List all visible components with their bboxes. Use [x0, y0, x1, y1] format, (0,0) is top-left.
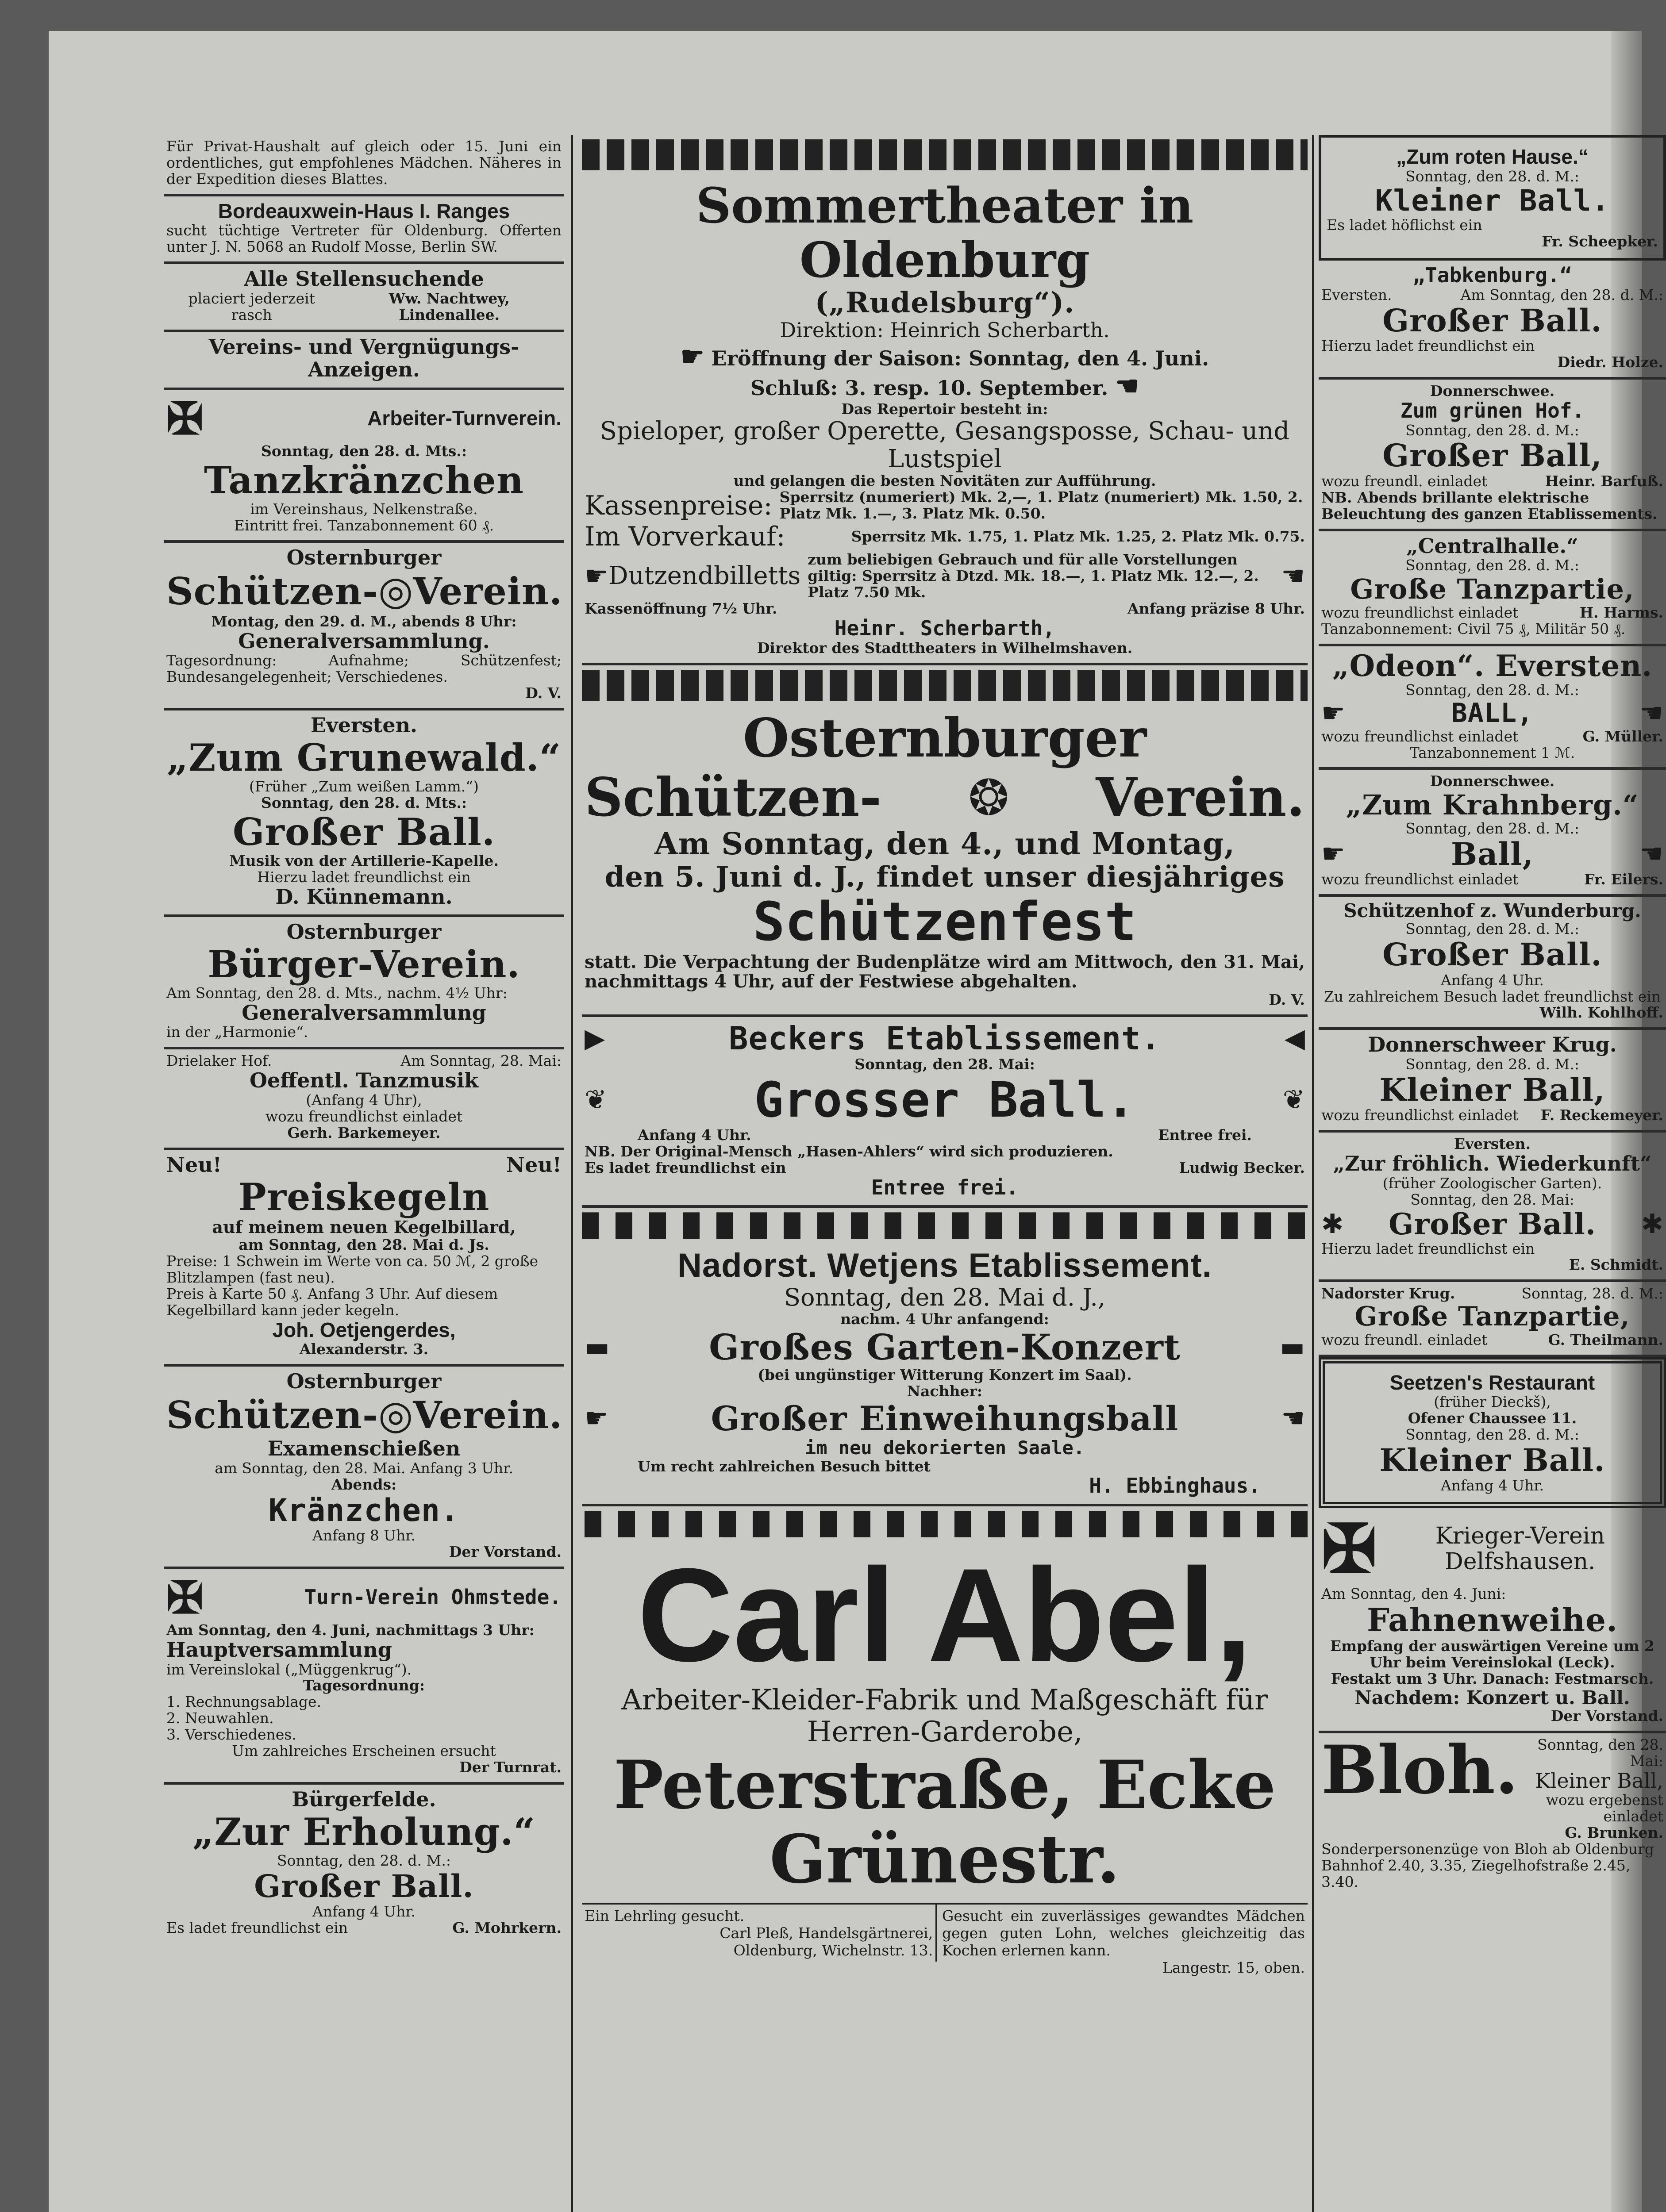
ad-heading: Osternburger: [286, 545, 442, 569]
ad-text: Anfang 8 Uhr.: [312, 1527, 416, 1544]
ad-subtitle: Abends:: [331, 1475, 397, 1493]
pointing-hand-icon: ☚: [1281, 561, 1305, 592]
ad-nadorster-krug: [1319, 1282, 1666, 1357]
ad-text: Es ladet freundlichst ein: [585, 1159, 786, 1176]
column-center: [582, 135, 1308, 2212]
ad-odeon: [1319, 646, 1666, 770]
ad-title: Sommertheater in Oldenburg: [696, 177, 1194, 289]
column-left: [164, 135, 564, 2212]
ad-wetjens-etablissement: [582, 1243, 1308, 1506]
agenda-item: 2. Neuwahlen.: [166, 1709, 274, 1727]
price-label: Im Vorverkauf:: [585, 521, 785, 553]
ad-date: Sonntag, den 28. d. M.:: [277, 1851, 451, 1869]
ad-title: Generalversammlung.: [238, 629, 490, 653]
ad-date: Sonntag, den 28. Mai:: [854, 1055, 1035, 1073]
ad-signature: H. Harms.: [1579, 603, 1663, 621]
ad-text: wozu ergebenst einladet: [1546, 1791, 1663, 1825]
ad-text: Es ladet höflichst ein: [1327, 216, 1482, 234]
asterisk-icon: ✱: [1321, 1208, 1344, 1240]
ad-signature: Ww. Nachtwey, Lindenallee.: [389, 289, 510, 323]
ad-text: Entree frei.: [1158, 1126, 1252, 1144]
ad-heading: Donnerschweer Krug.: [1368, 1033, 1617, 1057]
ad-opening: Eröffnung der Saison: Sonntag, den 4. Juni.: [711, 346, 1209, 370]
ad-text: im Vereinshaus, Nelkenstraße.: [250, 500, 478, 518]
ad-zum-gruenen-hof: [1319, 380, 1666, 531]
ad-text: Um zahlreiches Erscheinen ersucht: [232, 1742, 496, 1760]
agenda-item: 3. Verschiedenes.: [166, 1726, 296, 1743]
ad-big-text: Großer Ball.: [1382, 936, 1602, 973]
column-rule: [1312, 135, 1314, 2212]
ad-text: den 5. Juni d. J., findet unser diesjähriges: [604, 860, 1285, 894]
pointing-hand-icon: ☚: [1115, 370, 1139, 402]
ad-title: Hauptversammlung: [166, 1638, 392, 1662]
small-ads-row: [582, 1905, 1308, 1979]
ad-turnverein-ohmstede: [164, 1569, 564, 1785]
ad-carl-abel: [582, 1542, 1308, 1905]
ad-text: placiert jederzeit rasch: [188, 289, 315, 323]
ad-signature: Der Vorstand.: [449, 1543, 562, 1561]
ad-heading: Osternburger: [743, 707, 1147, 769]
ad-signature: Fr. Eilers.: [1584, 871, 1663, 888]
ad-date: Sonntag, den 28. d. M.:: [1405, 421, 1579, 439]
iron-cross-icon: ✠: [166, 392, 204, 445]
ad-heading: Turn-Verein Ohmstede.: [304, 1585, 562, 1609]
ad-heading: Alle Stellensuchende: [244, 267, 484, 291]
ad-big-text: BALL,: [1451, 698, 1534, 729]
ad-text: im Vereinslokal („Müggenkrug“).: [166, 1660, 412, 1678]
ad-text: Carl Pleß, Handelsgärtnerei,: [719, 1924, 933, 1942]
ad-left: Drielaker Hof.: [166, 1052, 272, 1070]
ad-donnerschweer-krug: [1319, 1030, 1666, 1133]
ad-title: Zum grünen Hof.: [1400, 399, 1585, 422]
ad-title: „Zum roten Hause.“: [1396, 145, 1589, 168]
pointing-hand-icon: ☛: [680, 341, 704, 372]
ad-date: Sonntag, den 28. d. M.:: [1405, 1055, 1579, 1073]
ad-heading: Osternburger: [286, 1369, 442, 1394]
ad-text: Um recht zahlreichen Besuch bittet: [638, 1457, 931, 1475]
ad-heading: Bordeauxwein-Haus I. Ranges: [218, 199, 510, 223]
ad-sommertheater: [582, 175, 1308, 665]
ad-signature: Gerh. Barkemeyer.: [287, 1124, 441, 1141]
ad-text: Nachdem: Konzert u. Ball.: [1354, 1686, 1630, 1709]
ad-big-text: Kleiner Ball.: [1375, 184, 1610, 218]
ad-address: Ofener Chaussee 11.: [1408, 1409, 1577, 1427]
ad-text: Es ladet freundlichst ein: [166, 1919, 348, 1937]
ad-date: Am Sonntag, den 4. Juni:: [1321, 1585, 1506, 1603]
pointing-hand-icon: ☛: [1321, 698, 1345, 729]
ad-heading: Donnerschwee.: [1430, 382, 1555, 400]
newspaper-page: [49, 31, 1663, 2212]
ad-text: und gelangen die besten Novitäten zur Aufführung.: [733, 472, 1156, 490]
ad-big-text: Großer Ball.: [254, 1867, 474, 1905]
ad-text: Anfang 4 Uhr.: [312, 1903, 416, 1920]
price-text: Sperrsitz Mk. 1.75, 1. Platz Mk. 1.25, 2. Platz Mk. 0.75.: [851, 528, 1305, 545]
ad-title: „Zur Erholung.“: [192, 1809, 535, 1854]
ad-signature: G. Brunken.: [1565, 1824, 1663, 1841]
ad-signature: Wilh. Kohlhoff.: [1539, 1004, 1663, 1022]
ad-big-text: Großer Ball.: [232, 810, 496, 854]
ad-lehrling: [582, 1905, 937, 1962]
ad-big-text: Großer Ball,: [1382, 437, 1602, 474]
ad-big-text: Kleiner Ball,: [1379, 1071, 1605, 1108]
ad-genres: Spieloper, großer Operette, Gesangsposse, Schau- und Lustspiel: [600, 416, 1290, 473]
ad-title-left: Schützen-: [585, 766, 882, 829]
ad-text: Anfang 4 Uhr.: [1440, 971, 1544, 989]
ad-title: Examenschießen: [267, 1436, 461, 1461]
iron-cross-icon: ✠: [166, 1571, 204, 1624]
ad-heading: „Centralhalle.“: [1406, 534, 1578, 558]
ad-title: Bürger-Verein.: [208, 942, 520, 986]
ad-preiskegeln: [164, 1150, 564, 1367]
ad-heading: Krieger-Verein Delfshausen.: [1435, 1522, 1605, 1575]
ad-signature: Diedr. Holze.: [1557, 353, 1663, 371]
column-rule: [571, 135, 573, 2212]
ad-title: „Zum Krahnberg.“: [1346, 789, 1639, 822]
ad-section-heading: [164, 332, 564, 390]
ad-heading: Eversten.: [1454, 1135, 1531, 1153]
ad-title: Preiskegeln: [238, 1175, 490, 1219]
ad-date: am Sonntag, den 28. Mai d. Js.: [239, 1236, 489, 1253]
ad-text: wozu freundlichst einladet: [1321, 727, 1519, 745]
ad-signature: Heinr. Scherbarth,: [834, 616, 1055, 641]
ad-fineprint: Tanzabonnement: Civil 75 ₰, Militär 50 ₰.: [1321, 620, 1626, 637]
ad-grunewald: [164, 710, 564, 917]
price-text: Sperrsitz (numeriert) Mk. 2,—, 1. Platz (numeriert) Mk. 1.50, 2. Platz Mk. 1.—, 3. Platz Mk. 0.50.: [779, 488, 1303, 522]
ad-title-right: Verein.: [413, 1393, 563, 1437]
pennant-icon: ▶: [585, 1022, 605, 1054]
pointing-hand-icon: ☛: [585, 1403, 608, 1434]
ad-text: sucht tüchtige Vertreter für Oldenburg. Offerten unter J. N. 5068 an Rudolf Mosse, Berlin SW.: [166, 222, 562, 256]
ad-text: Hierzu ladet freundlichst ein: [1321, 1240, 1535, 1257]
ad-title: Carl Abel,: [637, 1540, 1252, 1689]
ad-text: Preise: 1 Schwein im Werte von ca. 50 ℳ, 2 große Blitzlampen (fast neu).: [166, 1252, 539, 1286]
ad-title: Kleiner Ball,: [1535, 1768, 1663, 1793]
ad-heading: „Odeon“. Eversten.: [1332, 648, 1653, 683]
ad-text: Tagesordnung: Aufnahme; Schützenfest; Bundesangelegenheit; Verschiedenes.: [166, 652, 562, 686]
triangle-border: [582, 1511, 1308, 1537]
ad-buerger-verein: [164, 917, 564, 1049]
ad-subtitle: (Früher „Zum weißen Lamm.“): [249, 777, 479, 795]
ad-title: „Zur fröhlich. Wiederkunft“: [1333, 1152, 1652, 1176]
ad-signature: E. Schmidt.: [1569, 1256, 1663, 1274]
iron-cross-icon: ✠: [1321, 1510, 1377, 1588]
ad-date: Am Sonntag, den 4. Juni, nachmittags 3 Uhr:: [166, 1621, 535, 1639]
ad-date: Sonntag, den 28. d. Mts.:: [261, 794, 467, 811]
ad-text: Anfang 4 Uhr.: [1440, 1477, 1544, 1494]
ad-froehliche-wiederkunft: [1319, 1133, 1666, 1282]
ad-date: Am Sonntag, den 28. d. Mts., nachm. 4½ Uhr:: [166, 984, 508, 1002]
target-emblem-icon: ❂: [968, 769, 1009, 826]
ad-title-left: Schützen-: [166, 1393, 378, 1437]
ad-text: Für Privat-Haushalt auf gleich oder 15. Juni ein ordentliches, gut empfohlenes Mädchen. Näheres in der Expedition dieses Blattes.: [166, 138, 562, 188]
ad-date: Sonntag, den 28. d. Mts.:: [261, 442, 467, 460]
ad-date: Sonntag, den 28. d. M.:: [1405, 167, 1579, 185]
ad-big-text: Kleiner Ball.: [1379, 1441, 1605, 1479]
ad-date: Sonntag, den 28. d. M.:: [1405, 1425, 1579, 1443]
ad-big-text: Schützenfest: [753, 891, 1137, 953]
ad-heading: Schützenhof z. Wunderburg.: [1343, 900, 1641, 922]
ad-text: Musik von der Artillerie-Kapelle.: [229, 852, 499, 869]
ad-schuetzenfest: [582, 705, 1308, 1018]
ad-arbeiter-turnverein: [164, 390, 564, 543]
ad-left: Nadorster Krug.: [1321, 1285, 1455, 1302]
ad-address: Peterstraße, Ecke Grünestr.: [613, 1746, 1276, 1899]
ad-date: Sonntag, den 28. Mai:: [1537, 1736, 1663, 1770]
ad-beckers-etablissement: [582, 1017, 1308, 1208]
section-heading: Vereins- und Vergnügungs-Anzeigen.: [208, 334, 519, 382]
ad-text: Anfang präzise 8 Uhr.: [1127, 600, 1305, 618]
asterisk-icon: ✱: [1641, 1208, 1663, 1240]
ad-text: Hierzu ladet freundlichst ein: [1321, 337, 1535, 355]
ad-address: Langestr. 15, oben.: [1162, 1959, 1305, 1977]
ad-heading: Osternburger: [286, 920, 442, 944]
ad-left: Eversten.: [1321, 286, 1392, 303]
ad-tabkenburg: [1319, 261, 1666, 380]
pointing-hand-icon: ☛: [585, 561, 608, 592]
ad-subtitle: nachm. 4 Uhr anfangend:: [840, 1310, 1049, 1328]
price-text: zum beliebigen Gebrauch und für alle Vorstellungen giltig: Sperrsitz à Dtzd. Mk. 18.—, 1. Platz Mk. 12.—, 2. Platz 7.50 Mk.: [808, 551, 1259, 601]
ad-text: Am Sonntag, den 4., und Montag,: [654, 826, 1235, 862]
ad-signature: D. Künnemann.: [275, 884, 453, 909]
ad-stellensuchende: [164, 264, 564, 332]
ad-title-right: Verein.: [1096, 766, 1305, 829]
ad-date: Sonntag, den 28. Mai:: [1410, 1190, 1574, 1208]
ad-zum-roten-hause: [1319, 135, 1666, 261]
ad-heading: Bürgerfelde.: [292, 1787, 436, 1812]
price-label: Dutzendbilletts: [608, 561, 801, 591]
ad-text: Hierzu ladet freundlichst ein: [257, 868, 471, 886]
wing-ornament-icon: ❦: [585, 1084, 607, 1115]
target-emblem-icon: ◎: [378, 1391, 413, 1438]
ad-text: wozu freundlichst einladet: [1321, 603, 1519, 621]
ad-fineprint: Sonderpersonenzüge von Bloh ab Oldenburg Bahnhof 2.40, 3.35, Ziegelhofstraße 2.45, 3.40.: [1321, 1840, 1654, 1890]
ad-date: Sonntag, den 28. Mai d. J.,: [784, 1283, 1105, 1312]
ad-signature: Ludwig Becker.: [1179, 1159, 1305, 1176]
ad-address: Alexanderstr. 3.: [299, 1340, 429, 1358]
pennant-icon: ◀: [1284, 1022, 1305, 1054]
ad-signature: G. Theilmann.: [1548, 1331, 1663, 1348]
ad-signature-title: Direktor des Stadttheaters in Wilhelmshaven.: [757, 639, 1133, 657]
pointing-hand-icon: ☛: [1321, 838, 1345, 870]
ad-right: Am Sonntag, 28. Mai:: [400, 1052, 562, 1070]
ad-text: NB. Der Original-Mensch „Hasen-Ahlers“ wird sich produzieren.: [585, 1142, 1113, 1160]
ad-big-text: Grosser Ball.: [754, 1071, 1135, 1128]
triangle-border: [582, 1212, 1308, 1239]
ad-text: im neu dekorierten Saale.: [804, 1437, 1085, 1459]
ad-signature: Der Vorstand.: [1551, 1707, 1663, 1724]
ad-note: NB. Abends brillante elektrische Beleuchtung des ganzen Etablissements.: [1321, 488, 1658, 522]
ad-subtitle: (früher Zoologischer Garten).: [1382, 1174, 1602, 1192]
ad-right: Am Sonntag, den 28. d. M.:: [1460, 286, 1663, 303]
target-emblem-icon: ◎: [378, 568, 413, 614]
ad-subtitle: („Rudelsburg“).: [815, 286, 1075, 320]
ad-drielaker-hof: [164, 1049, 564, 1150]
ad-heading: „Tabkenburg.“: [1412, 263, 1572, 288]
ad-badge: Neu!: [506, 1152, 562, 1177]
ad-title-right: Verein.: [413, 569, 563, 613]
ad-signature: Fr. Scheepker.: [1542, 233, 1658, 250]
ad-fineprint: Eintritt frei. Tanzabonnement 60 ₰.: [234, 516, 494, 534]
ad-big-text: Ball,: [1451, 835, 1534, 872]
ad-text: wozu freundl. einladet: [1321, 472, 1488, 490]
ad-text: wozu freundlichst einladet: [1321, 871, 1519, 888]
ad-address: Oldenburg, Wichelnstr. 13.: [733, 1942, 933, 1959]
ad-text: Das Repertoir besteht in:: [841, 400, 1048, 418]
ad-signature: Joh. Oetjengerdes,: [272, 1318, 456, 1341]
ad-zur-erholung: [164, 1785, 564, 1943]
ad-krieger-verein: [1319, 1508, 1666, 1733]
ad-direction: Direktion: Heinrich Scherbarth.: [780, 318, 1110, 342]
pointing-hand-icon: ☚: [1281, 1403, 1305, 1434]
ad-text: Nachher:: [907, 1382, 983, 1400]
ad-right: Sonntag, 28. d. M.:: [1521, 1285, 1663, 1302]
ad-title: Tanzkränzchen: [204, 458, 524, 502]
ad-text: Preis à Karte 50 ₰. Anfang 3 Uhr. Auf diesem Kegelbillard kann jeder kegeln.: [166, 1285, 498, 1319]
ad-schuetzenhof-wunderburg: [1319, 897, 1666, 1030]
wing-ornament-icon: ❦: [1282, 1084, 1305, 1115]
ad-text: wozu freundlichst einladet: [1321, 1106, 1519, 1124]
ad-heading: Eversten.: [310, 713, 418, 737]
ad-subtitle: auf meinem neuen Kegelbillard,: [212, 1217, 516, 1237]
ad-text: Empfang der auswärtigen Vereine um 2 Uhr beim Vereinslokal (Leck).: [1330, 1637, 1654, 1671]
ad-text: (bei ungünstiger Witterung Konzert im Saal).: [758, 1366, 1132, 1384]
ad-signature: Der Turnrat.: [459, 1759, 562, 1776]
ad-big-text: Großer Ball.: [1382, 302, 1602, 339]
ad-text: Gesucht ein zuverlässiges gewandtes Mädchen gegen guten Lohn, welches gleichzeitig das Kochen erlernen kann.: [942, 1907, 1305, 1959]
ad-text: Festakt um 3 Uhr. Danach: Festmarsch.: [1331, 1670, 1654, 1687]
ad-seetzens-restaurant: [1319, 1357, 1666, 1509]
ad-title-left: Schützen-: [166, 569, 378, 613]
ad-date: Montag, den 29. d. M., abends 8 Uhr:: [211, 612, 517, 630]
ad-signature: Heinr. Barfuß.: [1545, 472, 1663, 490]
ad-text: Anfang 4 Uhr.: [638, 1126, 751, 1144]
ad-date: Sonntag, den 28. d. M.:: [1405, 920, 1579, 938]
ad-heading: Donnerschwee.: [1430, 772, 1555, 790]
ad-text: statt. Die Verpachtung der Budenplätze wird am Mittwoch, den 31. Mai, nachmittags 4 Uhr, auf der Festwiese abgehalten.: [585, 951, 1305, 992]
ad-big-text: Großer Ball.: [1389, 1206, 1596, 1241]
agenda-item: 1. Rechnungsablage.: [166, 1693, 322, 1711]
ad-date: Sonntag, den 28. d. M.:: [1405, 681, 1579, 699]
ad-text: in der „Harmonie“.: [166, 1023, 308, 1041]
ad-big-text: Generalversammlung: [242, 1000, 486, 1025]
ornament-border: [582, 139, 1308, 170]
ad-text: wozu freundl. einladet: [1321, 1331, 1488, 1348]
ad-centralhalle: [1319, 531, 1666, 646]
ad-big-text: Bloh.: [1321, 1731, 1519, 1809]
ad-subtitle: Tagesordnung:: [303, 1677, 425, 1694]
ad-heading: Beckers Etablissement.: [729, 1020, 1161, 1057]
ad-bloh: [1319, 1733, 1666, 1897]
ad-privat-haushalt: [164, 135, 564, 196]
bar-ornament-icon: ▬: [585, 1332, 610, 1363]
ad-big-text: Große Tanzpartie,: [1354, 1301, 1630, 1333]
ad-text: wozu freundlichst einladet: [265, 1107, 463, 1125]
ad-text: Ein Lehrling gesucht.: [585, 1907, 745, 1925]
ad-heading: Arbeiter-Turnverein.: [367, 406, 562, 430]
ad-heading: Seetzen's Restaurant: [1389, 1371, 1595, 1394]
ad-big-text: Fahnenweihe.: [1366, 1601, 1618, 1639]
ad-subtitle: (Anfang 4 Uhr),: [306, 1091, 422, 1109]
ad-date: am Sonntag, den 28. Mai. Anfang 3 Uhr.: [215, 1459, 513, 1477]
ad-badge: Neu!: [166, 1152, 222, 1177]
ad-signature: D. V.: [525, 684, 562, 702]
ad-signature: G. Müller.: [1582, 727, 1663, 745]
ornament-border: [582, 670, 1308, 701]
ad-schuetzenverein-1: [164, 543, 564, 711]
ad-zum-krahnberg: [1319, 770, 1666, 897]
ad-schuetzenverein-2: [164, 1367, 564, 1569]
ad-maedchen-gesucht: [939, 1905, 1308, 1979]
ad-big-text: Großer Einweihungsball: [711, 1399, 1179, 1439]
ad-title: „Zum Grunewald.“: [166, 735, 562, 780]
ad-text: Zu zahlreichem Besuch ladet freundlichst ein: [1324, 987, 1661, 1005]
price-label: Kassenpreise:: [585, 490, 773, 521]
ad-heading: Nadorst. Wetjens Etablissement.: [677, 1247, 1212, 1285]
ad-bordeauxwein: [164, 196, 564, 264]
ad-big-text: Große Tanzpartie,: [1350, 573, 1635, 606]
ad-signature: D. V.: [1269, 991, 1305, 1009]
column-right: [1319, 135, 1666, 2212]
pointing-hand-icon: ☚: [1639, 838, 1663, 870]
ad-date: Sonntag, den 28. d. M.:: [1405, 557, 1579, 574]
ad-signature: G. Mohrkern.: [452, 1919, 562, 1937]
ad-subtitle: (früher Dieckš),: [1434, 1393, 1551, 1411]
ad-signature: F. Reckemeyer.: [1540, 1106, 1663, 1124]
ad-date: Sonntag, den 28. d. M.:: [1405, 819, 1579, 837]
ad-title: Oeffentl. Tanzmusik: [249, 1068, 479, 1093]
ad-big-text: Großes Garten-Konzert: [709, 1326, 1181, 1368]
ad-signature: H. Ebbinghaus.: [1089, 1474, 1261, 1498]
ad-footer-text: Entree frei.: [871, 1175, 1019, 1199]
pointing-hand-icon: ☚: [1639, 698, 1663, 729]
ad-big-text: Kränzchen.: [268, 1492, 460, 1528]
ad-closing: Schluß: 3. resp. 10. September.: [750, 376, 1108, 400]
ad-fineprint: Tanzabonnement 1 ℳ.: [1409, 744, 1575, 761]
ad-text: Kassenöffnung 7½ Uhr.: [585, 600, 777, 618]
bar-ornament-icon: ▬: [1280, 1332, 1305, 1363]
ad-text: Arbeiter-Kleider-Fabrik und Maßgeschäft für Herren-Garderobe,: [621, 1683, 1268, 1748]
